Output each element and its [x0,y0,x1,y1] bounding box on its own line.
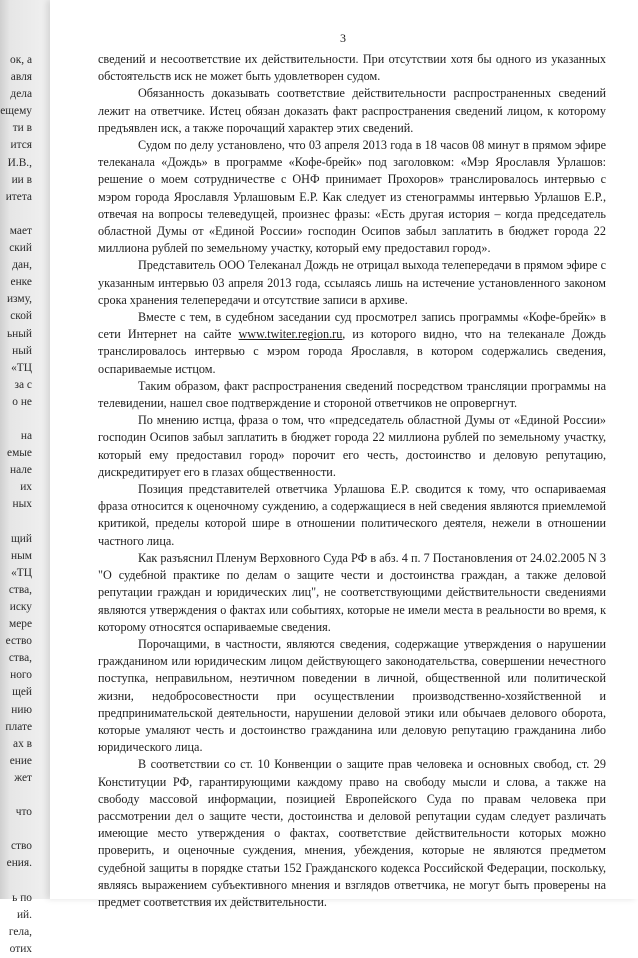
margin-fragment: ных [12,498,32,511]
paragraph: Судом по делу установлено, что 03 апреля 2013 года в 18 часов 08 минут в прямом эфире телеканала «Дождь» в программе «Кофе-брейк» под заголовком: «Мэр Ярославля Урлашов: решение о моем сотрудничестве с ОНФ принимает Прохоров» транслировалось интервью с мэром города Ярославля Урлашовым Е.Р. Как следует из стенограммы интервью Урлашов Е.Р., отвечая на вопросы телеведущей, произнес фразы: «Есть другая история – когда председатель областной Думы от «Единой России» господин Осипов забыл заплатить в бюджет города 22 миллиона рублей по земельному участку, который ему предоставил город». [98,138,606,256]
paragraph: сведений и несоответствие их действительности. При отсутствии хотя бы одного из указанных обстоятельств иск не может быть удовлетворен судом. [98,52,606,84]
margin-fragment [0,206,32,223]
margin-fragment: енке [10,276,32,289]
paragraph: В соответствии со ст. 10 Конвенции о защите прав человека и основных свобод, ст. 29 Конституции РФ, гарантирующими каждому право на свободу мысли и слова, а также на свободу массовой информации, позицией Европейского Суда по правам человека при рассмотрении дел о защите чести, достоинства и деловой репутации судам следует различать имеющие место утверждения о фактах, соответствие действительности которых можно проверить, и оценочные суждения, мнения, убеждения, которые не являются предметом судебной защиты в порядке статьи 152 Гражданского кодекса Российской Федерации, поскольку, являясь выражением субъективного мнения и взглядов ответчика, не могут быть проверены на предмет соответствия их действительности. [98,757,606,909]
margin-fragment: отих [9,942,32,955]
margin-fragment: «ТЦ [11,566,32,579]
margin-fragment: иску [9,601,32,613]
margin-fragment: ти в [12,122,32,135]
paragraph: Обязанность доказывать соответствие действительности распространенных сведений лежит на ответчике. Истец обязан доказать факт распространения сведений лицом, к которому предъявлен иск, а также порочащий характер этих сведений. [98,86,606,135]
margin-fragment: ится [10,139,32,152]
website-link[interactable]: www.twiter.region.ru [238,327,343,342]
margin-fragment [0,787,32,804]
margin-fragment: щей [12,686,32,699]
margin-fragment: плате [5,720,32,733]
page-number: 3 [340,31,346,45]
margin-fragment: нале [10,464,32,477]
margin-fragment [0,873,32,890]
paragraph: Порочащими, в частности, являются сведения, содержащие утверждения о нарушении гражданином или юридическим лицом действующего законодательства, совершении нечестного поступка, неправильном, неэтичном поведении в личной, общественной или политической жизни, недобросовестности при осуществлении производственно-хозяйственной и предпринимательской деятельности, нарушении деловой этики или обычаев делового оборота, которые умаляют честь и достоинство гражданина или деловую репутацию гражданина либо юридического лица. [98,636,606,755]
margin-fragment: емые [7,447,32,460]
paragraph-text: , из которого видно, что на телеканале Дождь транслировалось интервью с мэром города Ярославля, в котором содержались сведения, оспариваемые истцом. [98,327,606,376]
margin-fragment: дела [10,88,32,101]
margin-fragment: ах в [13,737,32,750]
margin-fragment [0,821,32,838]
paragraph [98,309,606,378]
margin-fragment: ения. [6,857,32,870]
margin-fragment: ский [9,242,32,255]
margin-fragment: ок, а [10,54,32,66]
paragraph: Таким образом, факт распространения сведений посредством трансляции программы на телевидении, нашел свое подтверждение и стороной ответчиков не опровергнут. [98,378,606,411]
margin-fragment: ество [5,635,32,648]
margin-fragment: на [20,430,32,443]
margin-fragment: ный [12,344,32,357]
margin-fragment: ение [9,754,32,767]
margin-fragment [0,514,32,531]
paragraph: По мнению истца, фраза о том, что «председатель областной Думы от «Единой России» господин Осипов забыл заплатить в бюджет города 22 миллиона рублей по земельному участку, который ему предоставил город» порочит его честь, достоинство и деловую репутацию, дискредитирует его в глазах общественности. [98,413,606,479]
margin-fragment: ьный [6,327,32,340]
margin-fragment: ской [10,310,32,323]
margin-fragment [0,411,32,428]
margin-fragment: их [20,481,32,494]
paragraph-text: Вместе с тем, в судебном заседании суд просмотрел запись программы «Кофе-брейк» в сети Интернет на сайте [98,310,606,342]
document-body [98,51,606,911]
margin-fragment: И.В., [7,156,32,169]
margin-fragment: дан, [12,259,32,272]
margin-fragment: итета [5,190,32,203]
margin-fragment: ство [10,840,32,853]
adjacent-page-margin-text [0,52,32,958]
margin-fragment: ным [11,549,32,562]
margin-fragment: щий [11,532,32,545]
paragraph: Позиция представителей ответчика Урлашова Е.Р. сводится к тому, что оспариваемая фраза относится к оценочному суждению, а содержащиеся в ней сведения являются приемлемой критикой, пределы которой шире в отношении политического деятеля, нежели в отношении частного лица. [98,482,606,548]
margin-fragment: ий. [16,908,32,921]
margin-fragment: что [15,806,32,819]
margin-fragment: нию [11,703,32,716]
margin-fragment: ства, [8,652,32,665]
margin-fragment: авля [10,71,32,84]
margin-fragment: мает [9,224,32,237]
margin-fragment: о не [12,395,32,408]
margin-fragment: ного [10,669,32,682]
margin-fragment: ства, [8,583,32,596]
margin-fragment: жет [14,771,32,784]
margin-fragment: «ТЦ [11,361,32,374]
paragraph: Представитель ООО Телеканал Дождь не отрицал выхода телепередачи в прямом эфире с указанным интервью 03 апреля 2013 года, ссылаясь лишь на истечение установленного законом срока хранения телепередачи и отсутствие записи в архиве. [98,258,606,307]
margin-fragment: мере [8,618,32,631]
paragraph: Как разъяснил Пленум Верховного Суда РФ в абз. 4 п. 7 Постановления от 24.02.2005 N 3 "О судебной практике по делам о защите чести и достоинства граждан, а также деловой репутации граждан и юридических лиц", не соответствующими действительности сведениями являются утверждения о фактах или событиях, которые не имели места в реальности во время, к которому относятся оспариваемые сведения. [98,550,606,634]
margin-fragment: ещему [0,105,32,118]
margin-fragment: гела, [8,925,32,938]
margin-fragment: ии в [11,173,32,186]
margin-fragment: за с [14,378,32,391]
margin-fragment: изму, [6,293,32,306]
margin-fragment: ь по [12,891,32,904]
